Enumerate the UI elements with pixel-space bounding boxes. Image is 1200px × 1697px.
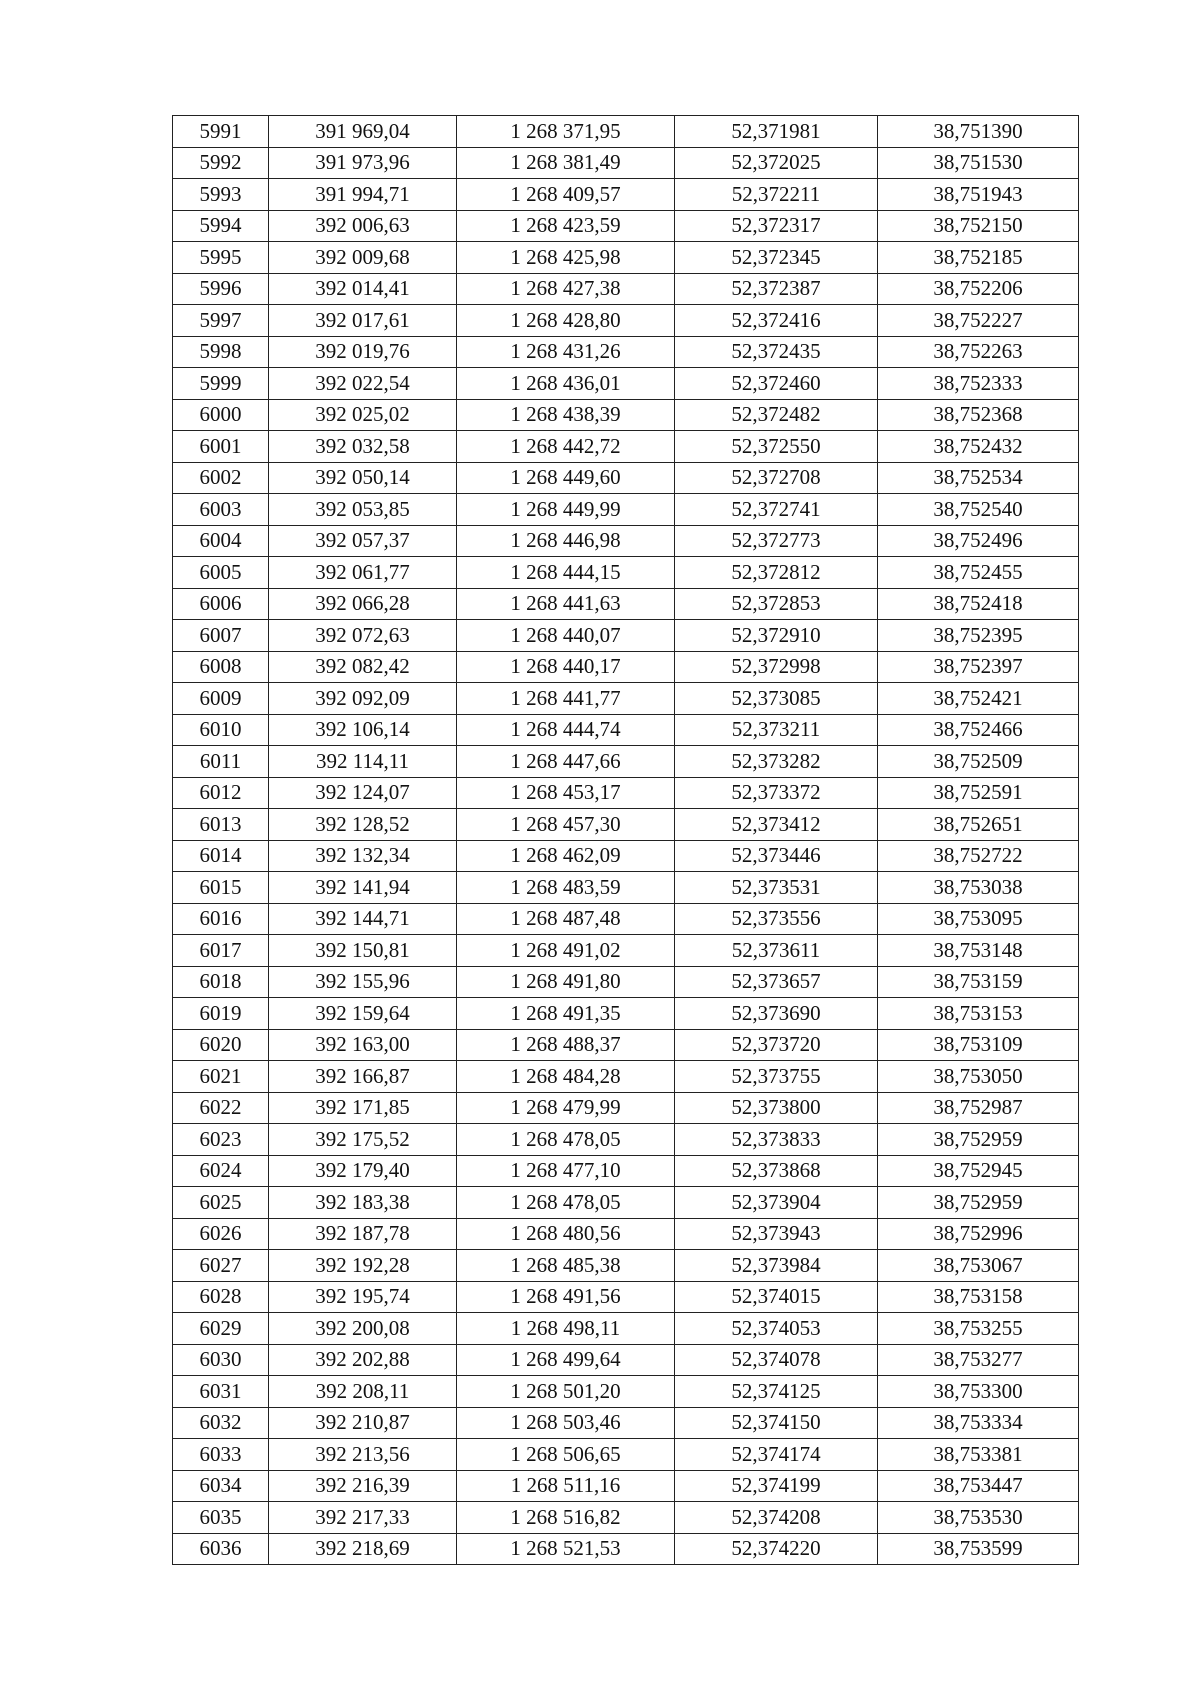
x-coordinate-cell: 392 187,78 — [269, 1218, 457, 1250]
y-coordinate-cell: 1 268 427,38 — [457, 273, 675, 305]
table-row — [173, 1061, 1079, 1093]
longitude-cell: 38,752591 — [878, 777, 1079, 809]
x-coordinate-cell: 392 014,41 — [269, 273, 457, 305]
longitude-cell: 38,753277 — [878, 1344, 1079, 1376]
latitude-cell: 52,372812 — [675, 557, 878, 589]
x-coordinate-cell: 392 192,28 — [269, 1250, 457, 1282]
x-coordinate-cell: 392 216,39 — [269, 1470, 457, 1502]
latitude-cell: 52,374208 — [675, 1502, 878, 1534]
longitude-cell: 38,752509 — [878, 746, 1079, 778]
latitude-cell: 52,373657 — [675, 966, 878, 998]
y-coordinate-cell: 1 268 480,56 — [457, 1218, 675, 1250]
table-row — [173, 399, 1079, 431]
y-coordinate-cell: 1 268 449,99 — [457, 494, 675, 526]
longitude-cell: 38,752185 — [878, 242, 1079, 274]
latitude-cell: 52,373868 — [675, 1155, 878, 1187]
x-coordinate-cell: 392 144,71 — [269, 903, 457, 935]
y-coordinate-cell: 1 268 491,80 — [457, 966, 675, 998]
point-number-cell: 6016 — [173, 903, 269, 935]
y-coordinate-cell: 1 268 453,17 — [457, 777, 675, 809]
longitude-cell: 38,753599 — [878, 1533, 1079, 1565]
y-coordinate-cell: 1 268 444,74 — [457, 714, 675, 746]
longitude-cell: 38,752368 — [878, 399, 1079, 431]
point-number-cell: 6028 — [173, 1281, 269, 1313]
y-coordinate-cell: 1 268 498,11 — [457, 1313, 675, 1345]
table-row — [173, 588, 1079, 620]
latitude-cell: 52,372317 — [675, 210, 878, 242]
y-coordinate-cell: 1 268 423,59 — [457, 210, 675, 242]
point-number-cell: 6032 — [173, 1407, 269, 1439]
x-coordinate-cell: 392 124,07 — [269, 777, 457, 809]
latitude-cell: 52,371981 — [675, 116, 878, 148]
point-number-cell: 5997 — [173, 305, 269, 337]
table-row — [173, 903, 1079, 935]
point-number-cell: 6018 — [173, 966, 269, 998]
point-number-cell: 6036 — [173, 1533, 269, 1565]
y-coordinate-cell: 1 268 506,65 — [457, 1439, 675, 1471]
latitude-cell: 52,374220 — [675, 1533, 878, 1565]
longitude-cell: 38,752987 — [878, 1092, 1079, 1124]
table-row — [173, 1029, 1079, 1061]
table-row — [173, 1218, 1079, 1250]
table-row — [173, 935, 1079, 967]
longitude-cell: 38,753159 — [878, 966, 1079, 998]
longitude-cell: 38,752959 — [878, 1187, 1079, 1219]
x-coordinate-cell: 392 072,63 — [269, 620, 457, 652]
y-coordinate-cell: 1 268 483,59 — [457, 872, 675, 904]
point-number-cell: 6006 — [173, 588, 269, 620]
latitude-cell: 52,373690 — [675, 998, 878, 1030]
y-coordinate-cell: 1 268 438,39 — [457, 399, 675, 431]
point-number-cell: 6017 — [173, 935, 269, 967]
point-number-cell: 5996 — [173, 273, 269, 305]
table-row — [173, 683, 1079, 715]
x-coordinate-cell: 392 159,64 — [269, 998, 457, 1030]
longitude-cell: 38,751530 — [878, 147, 1079, 179]
x-coordinate-cell: 392 006,63 — [269, 210, 457, 242]
latitude-cell: 52,373446 — [675, 840, 878, 872]
longitude-cell: 38,753067 — [878, 1250, 1079, 1282]
table-row — [173, 147, 1079, 179]
latitude-cell: 52,374015 — [675, 1281, 878, 1313]
longitude-cell: 38,752418 — [878, 588, 1079, 620]
latitude-cell: 52,372910 — [675, 620, 878, 652]
latitude-cell: 52,374174 — [675, 1439, 878, 1471]
x-coordinate-cell: 392 213,56 — [269, 1439, 457, 1471]
longitude-cell: 38,752945 — [878, 1155, 1079, 1187]
table-row — [173, 525, 1079, 557]
table-row — [173, 1376, 1079, 1408]
point-number-cell: 6001 — [173, 431, 269, 463]
table-row — [173, 746, 1079, 778]
y-coordinate-cell: 1 268 478,05 — [457, 1187, 675, 1219]
point-number-cell: 6024 — [173, 1155, 269, 1187]
y-coordinate-cell: 1 268 444,15 — [457, 557, 675, 589]
longitude-cell: 38,752722 — [878, 840, 1079, 872]
table-row — [173, 1313, 1079, 1345]
table-row — [173, 431, 1079, 463]
latitude-cell: 52,373833 — [675, 1124, 878, 1156]
latitude-cell: 52,374125 — [675, 1376, 878, 1408]
y-coordinate-cell: 1 268 457,30 — [457, 809, 675, 841]
y-coordinate-cell: 1 268 425,98 — [457, 242, 675, 274]
latitude-cell: 52,373611 — [675, 935, 878, 967]
table-row — [173, 557, 1079, 589]
point-number-cell: 6035 — [173, 1502, 269, 1534]
x-coordinate-cell: 392 017,61 — [269, 305, 457, 337]
x-coordinate-cell: 392 009,68 — [269, 242, 457, 274]
point-number-cell: 6012 — [173, 777, 269, 809]
point-number-cell: 6000 — [173, 399, 269, 431]
point-number-cell: 6019 — [173, 998, 269, 1030]
latitude-cell: 52,373531 — [675, 872, 878, 904]
latitude-cell: 52,373372 — [675, 777, 878, 809]
latitude-cell: 52,373720 — [675, 1029, 878, 1061]
longitude-cell: 38,752263 — [878, 336, 1079, 368]
y-coordinate-cell: 1 268 503,46 — [457, 1407, 675, 1439]
table-row — [173, 116, 1079, 148]
latitude-cell: 52,372773 — [675, 525, 878, 557]
y-coordinate-cell: 1 268 516,82 — [457, 1502, 675, 1534]
point-number-cell: 6008 — [173, 651, 269, 683]
y-coordinate-cell: 1 268 449,60 — [457, 462, 675, 494]
table-row — [173, 368, 1079, 400]
table-row — [173, 1470, 1079, 1502]
table-row — [173, 840, 1079, 872]
x-coordinate-cell: 392 050,14 — [269, 462, 457, 494]
longitude-cell: 38,753255 — [878, 1313, 1079, 1345]
longitude-cell: 38,753381 — [878, 1439, 1079, 1471]
longitude-cell: 38,752996 — [878, 1218, 1079, 1250]
point-number-cell: 6002 — [173, 462, 269, 494]
point-number-cell: 6023 — [173, 1124, 269, 1156]
x-coordinate-cell: 392 066,28 — [269, 588, 457, 620]
y-coordinate-cell: 1 268 487,48 — [457, 903, 675, 935]
longitude-cell: 38,752397 — [878, 651, 1079, 683]
x-coordinate-cell: 392 128,52 — [269, 809, 457, 841]
point-number-cell: 5991 — [173, 116, 269, 148]
table-row — [173, 872, 1079, 904]
point-number-cell: 5994 — [173, 210, 269, 242]
latitude-cell: 52,372708 — [675, 462, 878, 494]
longitude-cell: 38,753153 — [878, 998, 1079, 1030]
y-coordinate-cell: 1 268 440,17 — [457, 651, 675, 683]
y-coordinate-cell: 1 268 442,72 — [457, 431, 675, 463]
longitude-cell: 38,752959 — [878, 1124, 1079, 1156]
latitude-cell: 52,372550 — [675, 431, 878, 463]
latitude-cell: 52,372387 — [675, 273, 878, 305]
y-coordinate-cell: 1 268 371,95 — [457, 116, 675, 148]
table-row — [173, 1250, 1079, 1282]
point-number-cell: 5999 — [173, 368, 269, 400]
x-coordinate-cell: 392 163,00 — [269, 1029, 457, 1061]
latitude-cell: 52,372416 — [675, 305, 878, 337]
latitude-cell: 52,372998 — [675, 651, 878, 683]
latitude-cell: 52,373943 — [675, 1218, 878, 1250]
latitude-cell: 52,373984 — [675, 1250, 878, 1282]
point-number-cell: 6010 — [173, 714, 269, 746]
table-row — [173, 1155, 1079, 1187]
y-coordinate-cell: 1 268 484,28 — [457, 1061, 675, 1093]
point-number-cell: 6021 — [173, 1061, 269, 1093]
longitude-cell: 38,753038 — [878, 872, 1079, 904]
table-row — [173, 242, 1079, 274]
longitude-cell: 38,751943 — [878, 179, 1079, 211]
x-coordinate-cell: 392 202,88 — [269, 1344, 457, 1376]
longitude-cell: 38,752466 — [878, 714, 1079, 746]
longitude-cell: 38,753148 — [878, 935, 1079, 967]
table-row — [173, 714, 1079, 746]
x-coordinate-cell: 391 969,04 — [269, 116, 457, 148]
longitude-cell: 38,753334 — [878, 1407, 1079, 1439]
longitude-cell: 38,752540 — [878, 494, 1079, 526]
x-coordinate-cell: 392 032,58 — [269, 431, 457, 463]
y-coordinate-cell: 1 268 488,37 — [457, 1029, 675, 1061]
point-number-cell: 5998 — [173, 336, 269, 368]
latitude-cell: 52,373211 — [675, 714, 878, 746]
y-coordinate-cell: 1 268 478,05 — [457, 1124, 675, 1156]
latitude-cell: 52,374053 — [675, 1313, 878, 1345]
longitude-cell: 38,753158 — [878, 1281, 1079, 1313]
latitude-cell: 52,372345 — [675, 242, 878, 274]
longitude-cell: 38,753530 — [878, 1502, 1079, 1534]
latitude-cell: 52,372211 — [675, 179, 878, 211]
x-coordinate-cell: 391 994,71 — [269, 179, 457, 211]
point-number-cell: 6005 — [173, 557, 269, 589]
y-coordinate-cell: 1 268 521,53 — [457, 1533, 675, 1565]
table-row — [173, 1281, 1079, 1313]
x-coordinate-cell: 392 210,87 — [269, 1407, 457, 1439]
latitude-cell: 52,372853 — [675, 588, 878, 620]
table-row — [173, 494, 1079, 526]
x-coordinate-cell: 392 208,11 — [269, 1376, 457, 1408]
x-coordinate-cell: 391 973,96 — [269, 147, 457, 179]
table-row — [173, 1344, 1079, 1376]
longitude-cell: 38,752206 — [878, 273, 1079, 305]
longitude-cell: 38,752496 — [878, 525, 1079, 557]
longitude-cell: 38,753109 — [878, 1029, 1079, 1061]
x-coordinate-cell: 392 114,11 — [269, 746, 457, 778]
table-row — [173, 305, 1079, 337]
table-row — [173, 777, 1079, 809]
y-coordinate-cell: 1 268 440,07 — [457, 620, 675, 652]
longitude-cell: 38,752651 — [878, 809, 1079, 841]
point-number-cell: 6009 — [173, 683, 269, 715]
y-coordinate-cell: 1 268 428,80 — [457, 305, 675, 337]
longitude-cell: 38,752227 — [878, 305, 1079, 337]
point-number-cell: 6026 — [173, 1218, 269, 1250]
table-row — [173, 210, 1079, 242]
y-coordinate-cell: 1 268 381,49 — [457, 147, 675, 179]
latitude-cell: 52,372435 — [675, 336, 878, 368]
point-number-cell: 6022 — [173, 1092, 269, 1124]
x-coordinate-cell: 392 150,81 — [269, 935, 457, 967]
longitude-cell: 38,753300 — [878, 1376, 1079, 1408]
x-coordinate-cell: 392 092,09 — [269, 683, 457, 715]
y-coordinate-cell: 1 268 409,57 — [457, 179, 675, 211]
y-coordinate-cell: 1 268 491,02 — [457, 935, 675, 967]
x-coordinate-cell: 392 179,40 — [269, 1155, 457, 1187]
point-number-cell: 6027 — [173, 1250, 269, 1282]
longitude-cell: 38,751390 — [878, 116, 1079, 148]
longitude-cell: 38,752455 — [878, 557, 1079, 589]
y-coordinate-cell: 1 268 501,20 — [457, 1376, 675, 1408]
latitude-cell: 52,372482 — [675, 399, 878, 431]
latitude-cell: 52,373085 — [675, 683, 878, 715]
coordinates-table — [172, 115, 1079, 1565]
point-number-cell: 5995 — [173, 242, 269, 274]
x-coordinate-cell: 392 053,85 — [269, 494, 457, 526]
y-coordinate-cell: 1 268 485,38 — [457, 1250, 675, 1282]
x-coordinate-cell: 392 106,14 — [269, 714, 457, 746]
y-coordinate-cell: 1 268 441,63 — [457, 588, 675, 620]
y-coordinate-cell: 1 268 441,77 — [457, 683, 675, 715]
point-number-cell: 5993 — [173, 179, 269, 211]
x-coordinate-cell: 392 141,94 — [269, 872, 457, 904]
table-row — [173, 998, 1079, 1030]
y-coordinate-cell: 1 268 477,10 — [457, 1155, 675, 1187]
latitude-cell: 52,373755 — [675, 1061, 878, 1093]
y-coordinate-cell: 1 268 447,66 — [457, 746, 675, 778]
y-coordinate-cell: 1 268 499,64 — [457, 1344, 675, 1376]
x-coordinate-cell: 392 082,42 — [269, 651, 457, 683]
x-coordinate-cell: 392 195,74 — [269, 1281, 457, 1313]
table-row — [173, 651, 1079, 683]
point-number-cell: 6033 — [173, 1439, 269, 1471]
point-number-cell: 6030 — [173, 1344, 269, 1376]
y-coordinate-cell: 1 268 479,99 — [457, 1092, 675, 1124]
longitude-cell: 38,752432 — [878, 431, 1079, 463]
table-row — [173, 1124, 1079, 1156]
longitude-cell: 38,753095 — [878, 903, 1079, 935]
table-row — [173, 966, 1079, 998]
latitude-cell: 52,372460 — [675, 368, 878, 400]
table-row — [173, 336, 1079, 368]
x-coordinate-cell: 392 022,54 — [269, 368, 457, 400]
table-row — [173, 809, 1079, 841]
table-row — [173, 1187, 1079, 1219]
point-number-cell: 5992 — [173, 147, 269, 179]
longitude-cell: 38,752421 — [878, 683, 1079, 715]
latitude-cell: 52,372741 — [675, 494, 878, 526]
y-coordinate-cell: 1 268 491,56 — [457, 1281, 675, 1313]
point-number-cell: 6014 — [173, 840, 269, 872]
x-coordinate-cell: 392 171,85 — [269, 1092, 457, 1124]
y-coordinate-cell: 1 268 446,98 — [457, 525, 675, 557]
table-row — [173, 1502, 1079, 1534]
table-row — [173, 1533, 1079, 1565]
x-coordinate-cell: 392 218,69 — [269, 1533, 457, 1565]
y-coordinate-cell: 1 268 511,16 — [457, 1470, 675, 1502]
x-coordinate-cell: 392 175,52 — [269, 1124, 457, 1156]
coordinates-table-body — [173, 116, 1079, 1565]
latitude-cell: 52,373904 — [675, 1187, 878, 1219]
y-coordinate-cell: 1 268 431,26 — [457, 336, 675, 368]
point-number-cell: 6015 — [173, 872, 269, 904]
latitude-cell: 52,373800 — [675, 1092, 878, 1124]
latitude-cell: 52,372025 — [675, 147, 878, 179]
y-coordinate-cell: 1 268 436,01 — [457, 368, 675, 400]
x-coordinate-cell: 392 061,77 — [269, 557, 457, 589]
latitude-cell: 52,374199 — [675, 1470, 878, 1502]
point-number-cell: 6007 — [173, 620, 269, 652]
point-number-cell: 6003 — [173, 494, 269, 526]
x-coordinate-cell: 392 132,34 — [269, 840, 457, 872]
latitude-cell: 52,374150 — [675, 1407, 878, 1439]
point-number-cell: 6029 — [173, 1313, 269, 1345]
table-row — [173, 273, 1079, 305]
x-coordinate-cell: 392 025,02 — [269, 399, 457, 431]
table-row — [173, 620, 1079, 652]
point-number-cell: 6011 — [173, 746, 269, 778]
longitude-cell: 38,752333 — [878, 368, 1079, 400]
point-number-cell: 6031 — [173, 1376, 269, 1408]
y-coordinate-cell: 1 268 491,35 — [457, 998, 675, 1030]
x-coordinate-cell: 392 057,37 — [269, 525, 457, 557]
longitude-cell: 38,752534 — [878, 462, 1079, 494]
point-number-cell: 6013 — [173, 809, 269, 841]
x-coordinate-cell: 392 166,87 — [269, 1061, 457, 1093]
table-row — [173, 462, 1079, 494]
table-row — [173, 179, 1079, 211]
latitude-cell: 52,373412 — [675, 809, 878, 841]
x-coordinate-cell: 392 200,08 — [269, 1313, 457, 1345]
latitude-cell: 52,374078 — [675, 1344, 878, 1376]
longitude-cell: 38,752395 — [878, 620, 1079, 652]
point-number-cell: 6004 — [173, 525, 269, 557]
table-row — [173, 1439, 1079, 1471]
table-row — [173, 1092, 1079, 1124]
table-row — [173, 1407, 1079, 1439]
longitude-cell: 38,752150 — [878, 210, 1079, 242]
point-number-cell: 6034 — [173, 1470, 269, 1502]
x-coordinate-cell: 392 217,33 — [269, 1502, 457, 1534]
longitude-cell: 38,753447 — [878, 1470, 1079, 1502]
point-number-cell: 6025 — [173, 1187, 269, 1219]
point-number-cell: 6020 — [173, 1029, 269, 1061]
x-coordinate-cell: 392 183,38 — [269, 1187, 457, 1219]
x-coordinate-cell: 392 019,76 — [269, 336, 457, 368]
latitude-cell: 52,373282 — [675, 746, 878, 778]
longitude-cell: 38,753050 — [878, 1061, 1079, 1093]
x-coordinate-cell: 392 155,96 — [269, 966, 457, 998]
latitude-cell: 52,373556 — [675, 903, 878, 935]
y-coordinate-cell: 1 268 462,09 — [457, 840, 675, 872]
